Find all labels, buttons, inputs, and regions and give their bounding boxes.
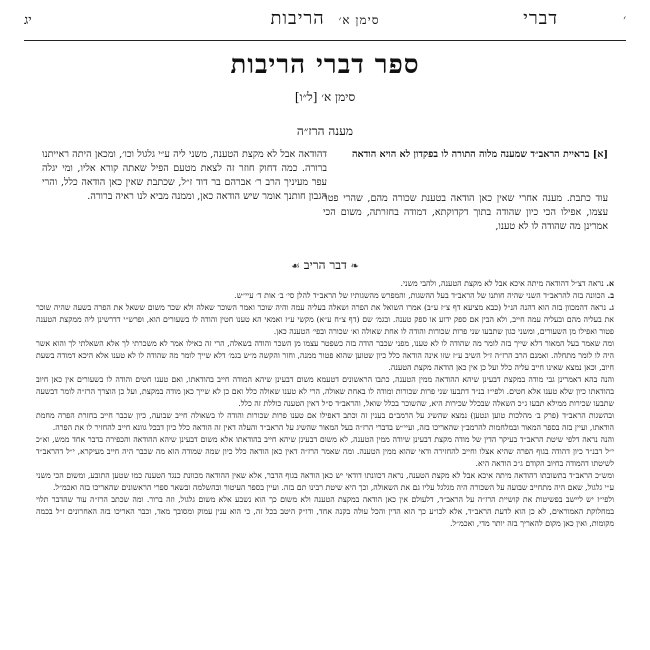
commentary-paragraph: ומש״כ הראב״ד בתשובתו דהודאה מיתה איכא אבל לא מקצת הטענה, נראה דכוונתו דודאי יש כאן הודאה בגוף הדבר, אלא שאין ההודאה מכוונת כנגד הטענה כמו שטען התובע, ומשום הכי משני ע״י גלגול, שאם היה מתחייב שבועה על השכורה היה מגלגל עליו גם את השאולה, וכך היא שיטת רבינו תם בזה. ועיין בספר העיטור ובהשלמה ובשאר ספרי הראשונים שהאריכו בזה ואכמ״ל. xyxy=(36,471,614,492)
section-subtitle: מענה הרז״ה xyxy=(296,124,354,138)
main-text-right-column xyxy=(323,148,608,236)
note-label: א. xyxy=(606,279,614,288)
divider-ornament-icon: ☙ xyxy=(290,261,300,272)
commentary-note xyxy=(36,290,614,302)
commentary-paragraph: והנה בהא דאמרינן גבי מודה במקצת דבעינן שיהא ההודאה ממין הטענה, כתבו הראשונים דטעמא משום דבעינן שיהא המודה חייב בהודאתו, ואם טענו חטים והודה לו בשעורים אין כאן חיוב בהודאתו כיון שלא טענו אלא חטים. ולפי״ז בנ״ד דתבעו שני פרות שכורות ומודה לו באחת שאולה, הרי לא טענו שאולה כלל ואם כן לא שייך כאן מודה במקצת, ועל כן הוצרך הרז״ה לומר דבשעה שתבעו שכירות ממילא תבעו ג״כ השאלה שבכלל שכירות היא, שהשוכר בכלל שואל, והראב״ד ס״ל דאין הטענה כוללת זה כלל. xyxy=(36,375,614,408)
commentary-paragraph: ובהשגות הראב״ד (פרק ב׳ מהלכות טוען ונטען) נמצא שהשיג על הרמב״ם בענין זה וכתב דאפילו אם טענו פרות שכורות והודה לו בשאולה חייב שבועה, כיון שכבר חייב בחזרת הפרה מחמת הודאתו, ועיין בזה בספר המאור ובמלחמות להרמב״ן שהאריכו בזה, ועיי״ש בדברי הרז״ה בעל המאור שהשיג על הראב״ד והעלה דאין זה הודאה כלל כיון דבכל גוונא חייב להחזיר לו את הפרה. xyxy=(36,411,614,432)
commentary-note xyxy=(36,302,614,338)
commentary-note xyxy=(36,278,614,290)
running-head-right-word: דברי xyxy=(523,8,558,29)
main-paragraph: עוד כתבת. מענה אחרי שאין כאן הודאה בטענת שכורה מהם, שהרי פטר עצמו, אפילו הכי כיון שהודה בתוך דקדוקתא, דמודה בחזרתה, משום הכי אמרינן מה שהודה לו לא טענו, xyxy=(323,193,608,232)
running-head-counter: ׳ xyxy=(623,12,626,26)
note-label: ב. xyxy=(607,291,614,300)
commentary-divider xyxy=(176,258,474,273)
note-text: נראה דהמכוון בזה הוא דהנה הנ״ל (כבא מציעא דף צ״ז ע״ב) אמרו השואל את הפרה ושאלה בעליה עמה והיה שוכר ואמר השוכר שאלה ולא שכר משום ששאל את הפרה בשעה שהיה שוכר את בעליה מהם ובעליה עמה חייב, ולא הבין אם ספק ידוע או ספק טענה. ובגמ׳ שם (דף צ״ח ע״א) מקשי ע״ז ואמאי הא טענו חטין והודה לו בשעורים הוא, ופרש״י דדרשינן ליה ממקצת הטענה פטור ואפילו מן השעורים, ומשני כגון שתבעו שני פרות שכורות והודה לו אחת שאולה וא׳ שכורה ובפי׳ הטענה כאן. xyxy=(36,303,614,336)
commentary-paragraph: ומה שאמר בעל המאור דלא שייך בזה לומר מה שהודה לו לא טענו, מפני שכבר הודה בזה כשפטר עצמו מן השכר והודה בשאלה, הרי זה כאילו אמר לא משכרתי לך אלא השאלתי לך והוא אשר היה לו לומר מתחלה. ואמנם הרב הרז״ה ז״ל השיב ע״ז שזו אינה הודאה כלל כיון שטוען שהוא פטור ממנה, וחזר והקשה מ״ש בגמ׳ דלא שייך לומר מה שהודה לו לא טענו אלא היכא דמודה בשעת חיוב, וכאן נמצא שאינו חייב עליה כלל ועל כן אין כאן הודאה מקצת הטענה. xyxy=(36,339,614,372)
main-paragraph: דהודאה אבל לא מקצת הטענה, משני ליה ע״י גלגול וכו׳, ומכאן היתה ראייתנו ברורה. כמה דחוק חוזר זה לצאת מטעם הפיל שאתה קורא אליו, ומי יגלה עפר מעיניך הרב ר׳ אברהם בר דוד ז״ל, שכתבת שאין כאן הודאה כלל, והרי הגבון חותנך אומר שיש הודאה כאן, וממנה מביא לנו ראיה ברורה. xyxy=(42,149,327,202)
running-head-siman: סימן א׳ xyxy=(338,13,380,27)
commentary-paragraph: ולפי״ז יש ליישב בפשיטות את קושיית הרז״ה על הראב״ד, דלעולם אין כאן הודאה במקצת הטענה ולא משום כך הוא נשבע אלא משום גלגול, וזה ברור. ומה שכתב הרז״ה עוד שהדבר תלוי במחלוקת האמוראים, לא כן הוא לדעת הראב״ד, אלא לכו״ע כך הוא הדין והכל עולה בקנה אחד, ודו״ק היטב בכל זה, כי הוא ענין עמוק ומסובך מאד, וכבר האריכו בזה האחרונים ז״ל בכמה מקומות, ואין כאן מקום להאריך בזה יותר מדי, ואכמ״ל. xyxy=(36,495,614,528)
main-text-left-column xyxy=(42,148,327,206)
divider-ornament-icon: ❧ xyxy=(350,261,359,272)
running-head-center-word: הריבות xyxy=(270,8,325,29)
main-paragraph: [א] בראיית הראב״ד שמענה מלוה התורה לו בפקדון לא הויא הודאה xyxy=(351,149,608,160)
running-head xyxy=(24,2,626,42)
note-text: הכוונה בזה להראב״ד השני שהיה חותנו של הראב״ד בעל ההשגות, והמפרש מהשגותיו של הראב״ד להלן סי׳ ב׳ אות ד׳ עיי״ש. xyxy=(234,291,606,300)
book-title: ספר דברי הריבות xyxy=(230,50,420,80)
note-label: ג. xyxy=(608,303,614,312)
header-rule xyxy=(24,40,626,41)
divider-title: דבר הריב xyxy=(303,258,347,272)
commentary-paragraph: והנה נראה דלפי שיטת הראב״ד בעיקר הדין של מודה מקצת דבעינן שיודה ממין הטענה, לא משום דבעינן שיהא חייב בהודאתו אלא משום דבעינן שיהא ההודאה והכפירה בדבר אחד ממש, וא״כ י״ל דבנ״ד כיון דהודה בגוף הפרה שהיא אצלו וחייב להחזירה ודאי שהוא ממין הטענה. ומה שאמר הרז״ה דאין כאן הודאה כלל כיון שמה שמודה הוא מה שכבר היה חייב מעיקרא, י״ל דהראב״ד לשיטתו דהמודה בחיוב הקודם ג״כ הודאה היא. xyxy=(36,435,614,468)
running-head-center xyxy=(270,8,379,29)
siman-label: סימן א׳ [ל״ו] xyxy=(294,90,356,104)
note-text: נראה דצ״ל דהודאה מיתה איכא אבל לא מקצת הטענה, ולהבי משני. xyxy=(400,279,604,288)
page-number: יג xyxy=(24,13,32,28)
commentary-section xyxy=(36,278,614,530)
